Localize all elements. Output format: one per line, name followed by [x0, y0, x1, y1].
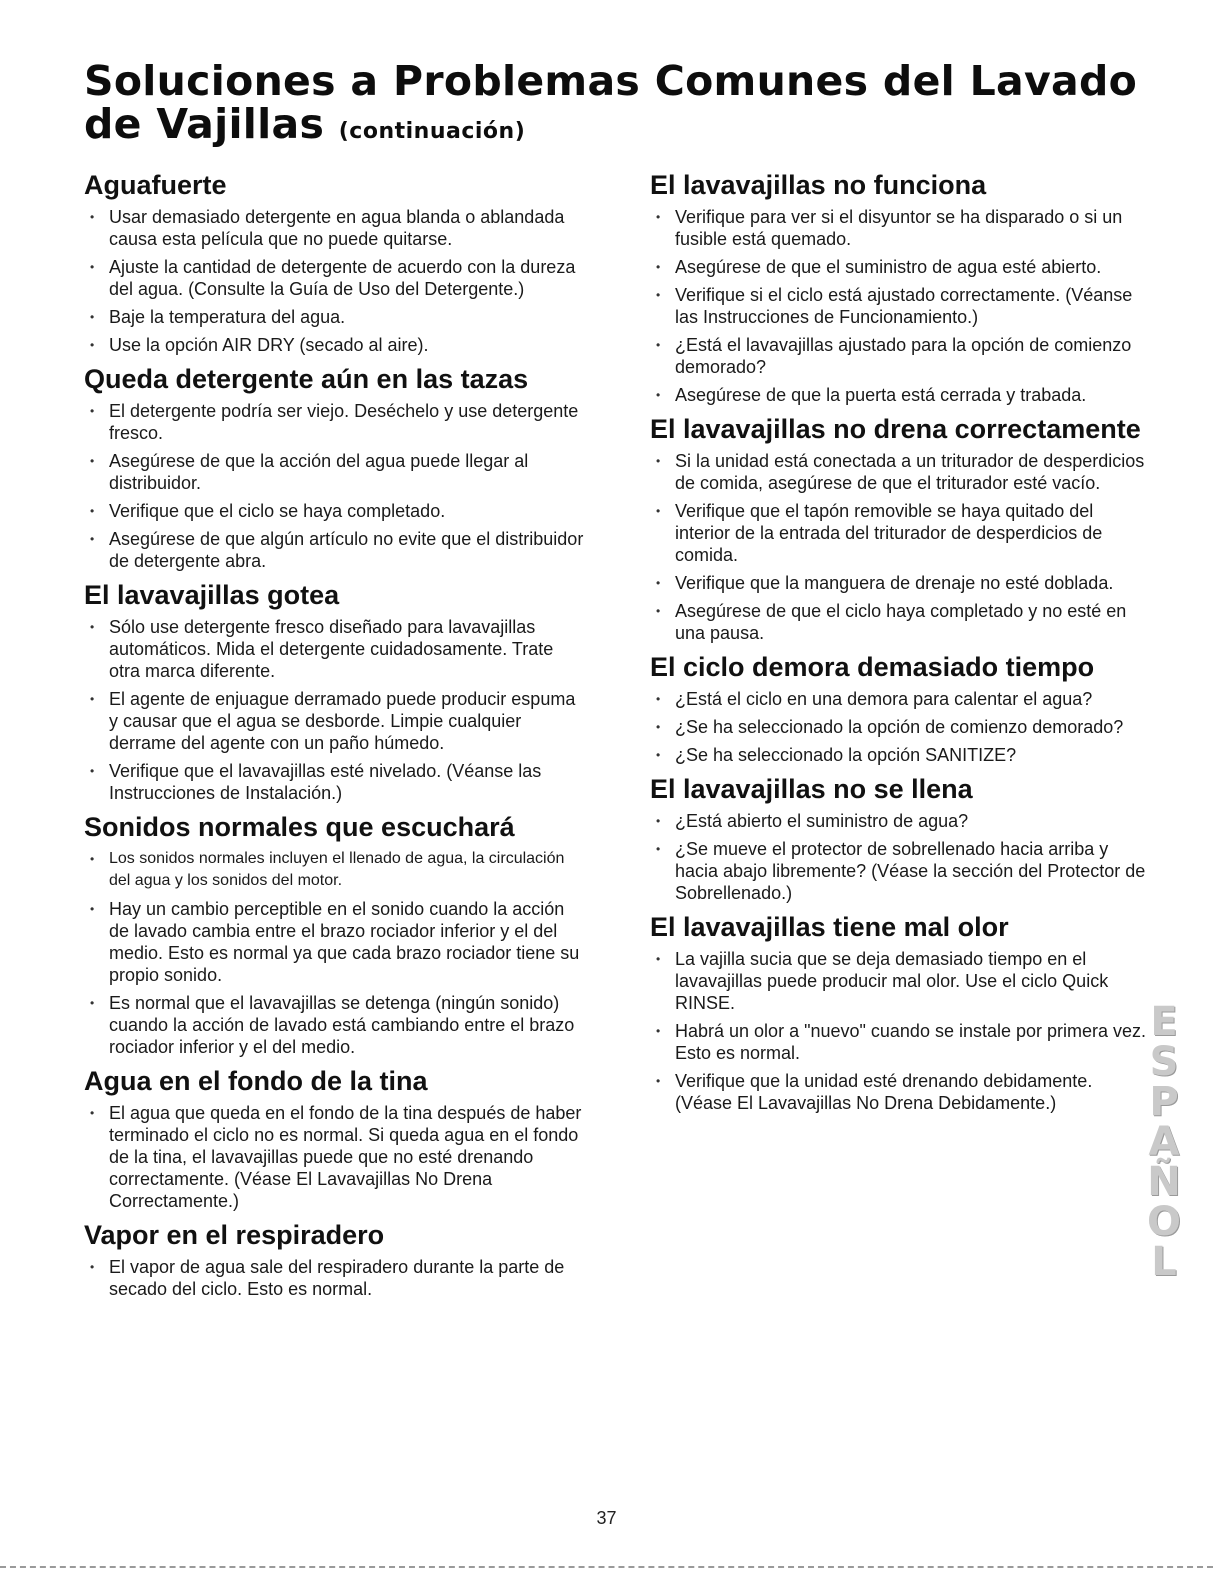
bullet-item: • Use la opción AIR DRY (secado al aire). [84, 334, 584, 356]
bullet-item: • Es normal que el lavavajillas se detenga (ningún sonido) cuando la acción de lavado está cambiando entre el brazo rociador inferior y el del medio. [84, 992, 584, 1058]
left-column [84, 170, 584, 1308]
bullet-item: • El agua que queda en el fondo de la tina después de haber terminado el ciclo no es normal. Si queda agua en el fondo de la tina, el lavavajillas puede que no esté drenando correctamente. (Véase El Lavavajillas No Drena Correctamente.) [84, 1102, 584, 1212]
bullet-item: • Ajuste la cantidad de detergente de acuerdo con la dureza del agua. (Consulte la Guía de Uso del Detergente.) [84, 256, 584, 300]
bullet-item: • Los sonidos normales incluyen el llenado de agua, la circulación del agua y los sonidos del motor. [84, 848, 584, 892]
bullet-item: • Verifique si el ciclo está ajustado correctamente. (Véanse las Instrucciones de Funcionamiento.) [650, 284, 1150, 328]
bullet-list [650, 810, 1150, 904]
language-side-tab [1142, 999, 1186, 1285]
page-title-continuation: (continuación) [338, 119, 526, 144]
section [84, 170, 584, 356]
section [84, 1066, 584, 1212]
section-heading: Queda detergente aún en las tazas [84, 364, 529, 394]
section-heading: Vapor en el respiradero [84, 1220, 385, 1250]
section-heading: Sonidos normales que escuchará [84, 812, 515, 842]
bullet-item: • Baje la temperatura del agua. [84, 306, 584, 328]
bullet-item: • Usar demasiado detergente en agua blanda o ablandada causa esta película que no puede quitarse. [84, 206, 584, 250]
bullet-item: • Asegúrese de que algún artículo no evite que el distribuidor de detergente abra. [84, 528, 584, 572]
bullet-item: • Asegúrese de que la puerta está cerrada y trabada. [650, 384, 1150, 406]
bullet-list [84, 206, 584, 356]
bullet-item: • Sólo use detergente fresco diseñado para lavavajillas automáticos. Mida el detergente cuidadosamente. Trate otra marca diferente. [84, 616, 584, 682]
section-heading: El ciclo demora demasiado tiempo [650, 652, 1095, 682]
bullet-item: • El detergente podría ser viejo. Deséchelo y use detergente fresco. [84, 400, 584, 444]
bullet-item: • Asegúrese de que el ciclo haya completado y no esté en una pausa. [650, 600, 1150, 644]
bottom-divider [0, 1566, 1213, 1568]
section [84, 364, 584, 572]
bullet-list [650, 948, 1150, 1114]
section-heading: El lavavajillas no funciona [650, 170, 987, 200]
side-tab-letter: S [1149, 1039, 1179, 1085]
bullet-item: • Hay un cambio perceptible en el sonido cuando la acción de lavado cambia entre el brazo rociador inferior y el del medio. Esto es normal ya que cada brazo rociador tiene su propio sonido. [84, 898, 584, 986]
bullet-item: • ¿Está el ciclo en una demora para calentar el agua? [650, 688, 1150, 710]
side-tab-letter: O [1146, 1199, 1181, 1245]
bullet-list [650, 206, 1150, 406]
section [84, 580, 584, 804]
bullet-list [84, 616, 584, 804]
bullet-list [84, 1102, 584, 1212]
bullet-item: • Asegúrese de que la acción del agua puede llegar al distribuidor. [84, 450, 584, 494]
bullet-item: • ¿Está el lavavajillas ajustado para la opción de comienzo demorado? [650, 334, 1150, 378]
bullet-item: • El agente de enjuague derramado puede producir espuma y causar que el agua se desborde. Limpie cualquier derrame del agente con un paño húmedo. [84, 688, 584, 754]
bullet-list [84, 1256, 584, 1300]
bullet-item: • ¿Está abierto el suministro de agua? [650, 810, 1150, 832]
bullet-list [84, 848, 584, 1058]
section-heading: El lavavajillas gotea [84, 580, 340, 610]
bullet-item: • Verifique que el lavavajillas esté nivelado. (Véanse las Instrucciones de Instalación.) [84, 760, 584, 804]
section [650, 774, 1150, 904]
section [84, 812, 584, 1058]
bullet-item: • La vajilla sucia que se deja demasiado tiempo en el lavavajillas puede producir mal olor. Use el ciclo Quick RINSE. [650, 948, 1150, 1014]
section [650, 912, 1150, 1114]
bullet-item: • Asegúrese de que el suministro de agua esté abierto. [650, 256, 1150, 278]
page-title-main: Soluciones a Problemas Comunes del Lavado de Vajillas [84, 57, 1138, 148]
side-tab-letter: L [1151, 1239, 1177, 1285]
side-tab-letter: Ñ [1147, 1159, 1181, 1205]
bullet-item: • ¿Se ha seleccionado la opción SANITIZE? [650, 744, 1150, 766]
section-heading: Agua en el fondo de la tina [84, 1066, 428, 1096]
section-heading: El lavavajillas tiene mal olor [650, 912, 1009, 942]
right-column [650, 170, 1150, 1122]
section-heading: El lavavajillas no drena correctamente [650, 414, 1141, 444]
section [650, 652, 1150, 766]
section-heading: El lavavajillas no se llena [650, 774, 973, 804]
page-number: 37 [596, 1508, 617, 1528]
bullet-item: • Verifique que la manguera de drenaje no esté doblada. [650, 572, 1150, 594]
section-heading: Aguafuerte [84, 170, 227, 200]
bullet-item: • ¿Se ha seleccionado la opción de comienzo demorado? [650, 716, 1150, 738]
bullet-item: • ¿Se mueve el protector de sobrellenado hacia arriba y hacia abajo libremente? (Véase la sección del Protector de Sobrellenado.) [650, 838, 1150, 904]
side-tab-letter: A [1148, 1119, 1180, 1165]
page-title [84, 57, 1184, 153]
bullet-item: • Verifique que la unidad esté drenando debidamente. (Véase El Lavavajillas No Drena Debidamente.) [650, 1070, 1150, 1114]
section [84, 1220, 584, 1300]
bullet-list [650, 450, 1150, 644]
section [650, 414, 1150, 644]
side-tab-letter: P [1149, 1079, 1179, 1125]
bullet-item: • Verifique para ver si el disyuntor se ha disparado o si un fusible está quemado. [650, 206, 1150, 250]
section [650, 170, 1150, 406]
bullet-item: • Si la unidad está conectada a un triturador de desperdicios de comida, asegúrese de que el triturador esté vacío. [650, 450, 1150, 494]
bullet-list [650, 688, 1150, 766]
side-tab-letter: E [1150, 999, 1178, 1045]
bullet-item: • Habrá un olor a "nuevo" cuando se instale por primera vez. Esto es normal. [650, 1020, 1150, 1064]
bullet-item: • El vapor de agua sale del respiradero durante la parte de secado del ciclo. Esto es normal. [84, 1256, 584, 1300]
bullet-list [84, 400, 584, 572]
bullet-item: • Verifique que el tapón removible se haya quitado del interior de la entrada del triturador de desperdicios de comida. [650, 500, 1150, 566]
bullet-item: • Verifique que el ciclo se haya completado. [84, 500, 584, 522]
